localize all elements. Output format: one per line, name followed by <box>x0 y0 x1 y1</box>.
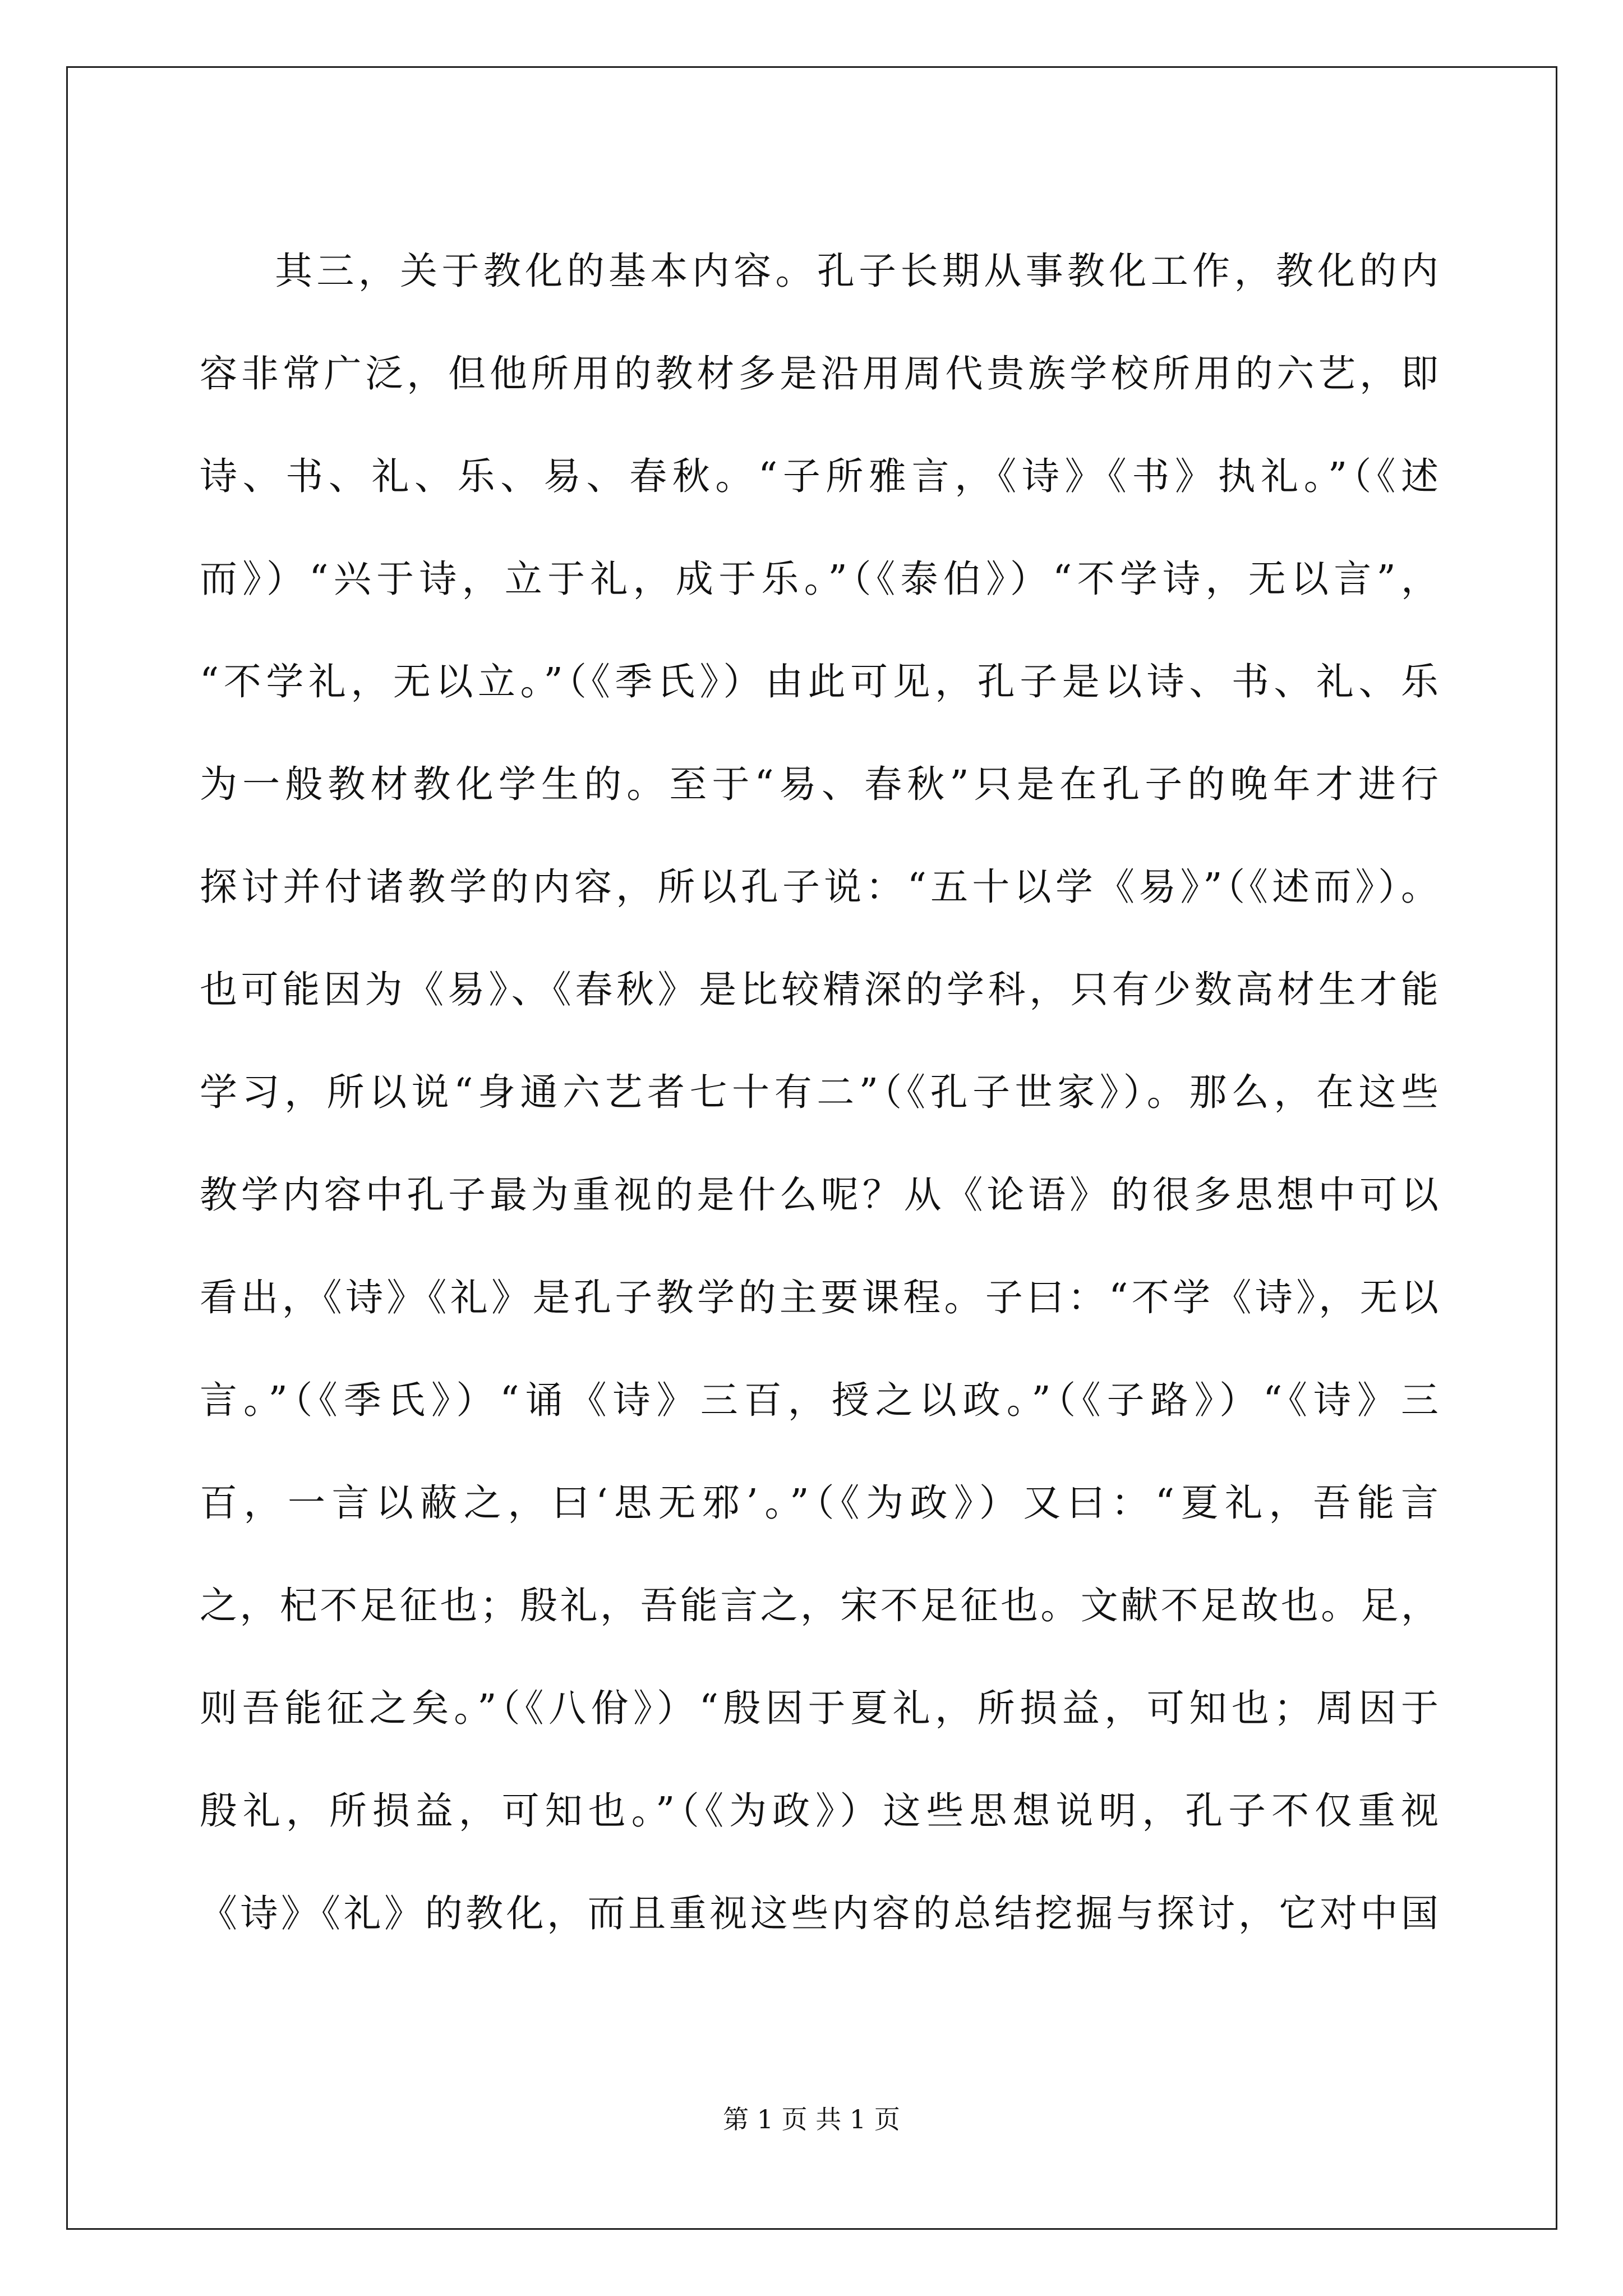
text-line: 《诗》《礼》的教化，而且重视这些内容的总结挖掘与探讨，它对中国 <box>200 1892 1439 1935</box>
text-line: 百，一言以蔽之，曰‘思无邪’。”（《为政》）又曰：“夏礼，吾能言 <box>200 1481 1439 1525</box>
text-line: 容非常广泛，但他所用的教材多是沿用周代贵族学校所用的六艺，即 <box>200 352 1439 395</box>
text-line: 殷礼，所损益，可知也。”（《为政》）这些思想说明，孔子不仅重视 <box>200 1789 1439 1833</box>
text-line: 也可能因为《易》、《春秋》是比较精深的学科，只有少数高材生才能 <box>200 968 1439 1011</box>
text-line: “不学礼，无以立。”（《季氏》）由此可见，孔子是以诗、书、礼、乐 <box>200 660 1439 703</box>
text-line: 之，杞不足征也；殷礼，吾能言之，宋不足征也。文献不足故也。足， <box>200 1584 1439 1627</box>
text-line: 诗、书、礼、乐、易、春秋。“子所雅言，《诗》《书》执礼。”（《述 <box>200 454 1439 498</box>
body-text <box>200 220 1439 1965</box>
text-line: 学习，所以说“身通六艺者七十有二”（《孔子世家》）。那么，在这些 <box>200 1070 1439 1114</box>
text-line: 则吾能征之矣。”（《八佾》）“殷因于夏礼，所损益，可知也；周因于 <box>200 1686 1439 1730</box>
page-number: 第 1 页 共 1 页 <box>723 2104 900 2134</box>
text-line: 为一般教材教化学生的。至于“易、春秋”只是在孔子的晚年才进行 <box>200 762 1439 806</box>
text-line: 言。”（《季氏》）“诵《诗》三百，授之以政。”（《子路》）“《诗》三 <box>200 1378 1439 1422</box>
text-line: 其三，关于教化的基本内容。孔子长期从事教化工作，教化的内 <box>275 249 1439 293</box>
text-line: 看出，《诗》《礼》是孔子教学的主要课程。子曰：“不学《诗》，无以 <box>200 1276 1439 1319</box>
text-line: 教学内容中孔子最为重视的是什么呢？从《论语》的很多思想中可以 <box>200 1173 1439 1217</box>
text-line: 而》）“兴于诗，立于礼，成于乐。”（《泰伯》）“不学诗，无以言”， <box>200 557 1439 601</box>
text-line: 探讨并付诸教学的内容，所以孔子说：“五十以学《易》”（《述而》）。 <box>200 865 1439 909</box>
